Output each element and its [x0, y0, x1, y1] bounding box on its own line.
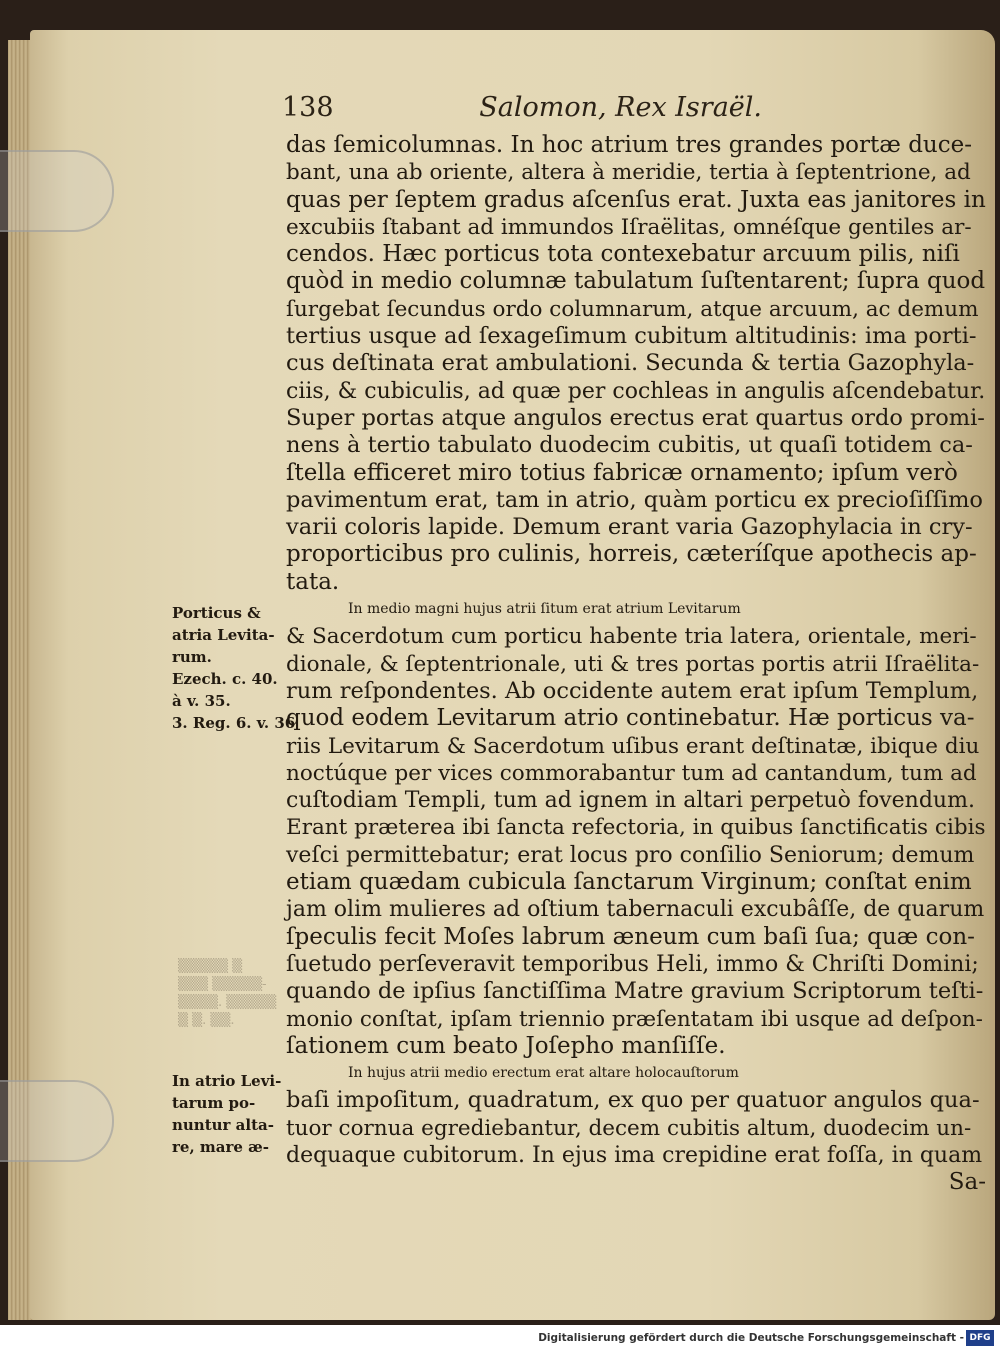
- text-line: ſationem cum beato Joſepho manſiſſe.: [286, 1032, 726, 1059]
- margin-note-line: 3. Reg. 6. v. 36: [172, 714, 296, 732]
- margin-note-altare: [172, 1070, 290, 1158]
- margin-note-line: Ezech. c. 40.: [172, 670, 278, 688]
- page-header: [282, 92, 762, 128]
- margin-note-line: re, mare æ-: [172, 1138, 270, 1156]
- text-line: rum reſpondentes. Ab occidente autem erat ipſum Templum,: [286, 677, 979, 704]
- digitization-footer: [0, 1326, 1000, 1351]
- text-line: etiam quædam cubicula ſanctarum Virginum; conſtat enim: [286, 869, 972, 896]
- main-text: [286, 132, 986, 1197]
- text-line: jam olim mulieres ad oſtium tabernaculi excubâſſe, de quarum: [286, 897, 985, 923]
- text-line: In hujus atrii medio erectum erat altare holocauſtorum: [348, 1065, 739, 1082]
- paragraph-3: [286, 1060, 986, 1169]
- paragraph-2: [286, 596, 986, 1060]
- text-line: tuor cornua egrediebantur, decem cubitis altum, duodecim un-: [286, 1115, 972, 1141]
- text-line: cus deſtinata erat ambulationi. Secunda & tertia Gazophyla-: [286, 350, 975, 377]
- text-line: excubiis ſtabant ad immundos Iſraëlitas, omnéſque gentiles ar-: [286, 214, 972, 240]
- text-line: tata.: [286, 568, 340, 595]
- page-clip-top: [0, 150, 114, 232]
- text-line: quas per ſeptem gradus aſcenſus erat. Juxta eas janitores in: [286, 186, 986, 213]
- margin-note-line: nuntur alta-: [172, 1116, 274, 1134]
- margin-note-line: tarum po-: [172, 1094, 256, 1112]
- text-line: veſci permittebatur; erat locus pro conſilio Seniorum; demum: [286, 842, 975, 868]
- margin-note-line: atria Levita-: [172, 626, 275, 644]
- text-line: Erant præterea ibi ſancta refectoria, in quibus ſanctificatis cibis: [286, 815, 986, 841]
- text-line: varii coloris lapide. Demum erant varia Gazophylacia in cry-: [286, 514, 973, 541]
- running-title: Salomon, Rex Israël.: [479, 92, 762, 123]
- margin-note-line: Porticus &: [172, 604, 261, 622]
- text-line: bant, una ab oriente, altera à meridie, tertia à ſeptentrione, ad: [286, 160, 971, 186]
- margin-note-line: rum.: [172, 648, 212, 666]
- page-number: 138: [282, 92, 334, 123]
- text-line: ciis, & cubiculis, ad quæ per cochleas in angulis aſcendebatur.: [286, 378, 986, 404]
- page-clip-bottom: [0, 1080, 114, 1162]
- text-line: & Sacerdotum cum porticu habente tria latera, orientale, meri-: [286, 624, 977, 650]
- text-line: monio conſtat, ipſam triennio præſentatam ibi usque ad deſpon-: [286, 1006, 983, 1032]
- text-line: das ſemicolumnas. In hoc atrium tres grandes portæ duce-: [286, 132, 972, 158]
- text-line: riis Levitarum & Sacerdotum uſibus erant deſtinatæ, ibique diu: [286, 733, 980, 759]
- margin-note-porticus: [172, 602, 296, 734]
- catchword: Sa-: [948, 1169, 986, 1196]
- text-line: ſuetudo perſeveravit temporibus Heli, immo & Chriſti Domini;: [286, 951, 979, 977]
- text-line: In medio magni hujus atrii ſitum erat atrium Levitarum: [348, 601, 741, 618]
- text-line: Super portas atque angulos erectus erat quartus ordo promi-: [286, 404, 985, 431]
- text-line: baſi impoſitum, quadratum, ex quo per quatuor angulos qua-: [286, 1087, 980, 1114]
- margin-note-line: In atrio Levi-: [172, 1072, 282, 1090]
- text-line: noctúque per vices commorabantur tum ad cantandum, tum ad: [286, 760, 977, 786]
- dfg-logo-icon: DFG: [966, 1330, 994, 1346]
- margin-note-line: à v. 35.: [172, 692, 231, 710]
- text-line: dionale, & ſeptentrionale, uti & tres portas portis atrii Iſraëlita-: [286, 651, 980, 677]
- text-line: quod eodem Levitarum atrio continebatur. Hæ porticus va-: [286, 705, 975, 732]
- bleed-through-text: ▒▒▒▒▒ ▒ ▒▒▒ ▒▒▒▒▒- ▒▒▒▒. ▒▒▒▒▒ ▒ ▒. ▒▒.: [178, 959, 277, 1028]
- text-line: ſurgebat ſecundus ordo columnarum, atque arcuum, ac demum: [286, 296, 979, 322]
- text-line: cuſtodiam Templi, tum ad ignem in altari perpetuò fovendum.: [286, 788, 975, 814]
- text-line: cendos. Hæc porticus tota contexebatur arcuum pilis, niſi: [286, 241, 960, 268]
- text-line: dequaque cubitorum. In ejus ima crepidine erat foſſa, in quam: [286, 1142, 983, 1168]
- text-line: quòd in medio columnæ tabulatum ſuſtentarent; ſupra quod: [286, 268, 986, 295]
- text-line: nens à tertio tabulato duodecim cubitis, ut quaſi totidem ca-: [286, 432, 973, 459]
- paragraph-1: [286, 132, 986, 596]
- text-line: ſpeculis fecit Moſes labrum æneum cum baſi ſua; quæ con-: [286, 923, 975, 950]
- text-line: pavimentum erat, tam in atrio, quàm porticu ex precioſiſſimo: [286, 486, 983, 513]
- text-line: quando de ipſius ſanctiſſima Matre gravium Scriptorum teſti-: [286, 978, 984, 1005]
- footer-credit: Digitalisierung gefördert durch die Deutsche Forschungsgemeinschaft -: [538, 1332, 964, 1344]
- text-line: tertius usque ad ſexageſimum cubitum altitudinis: ima porti-: [286, 323, 977, 350]
- text-line: ſtella efficeret miro totius fabricæ ornamento; ipſum verò: [286, 459, 958, 486]
- text-line: proporticibus pro culinis, horreis, cæteríſque apothecis ap-: [286, 541, 977, 568]
